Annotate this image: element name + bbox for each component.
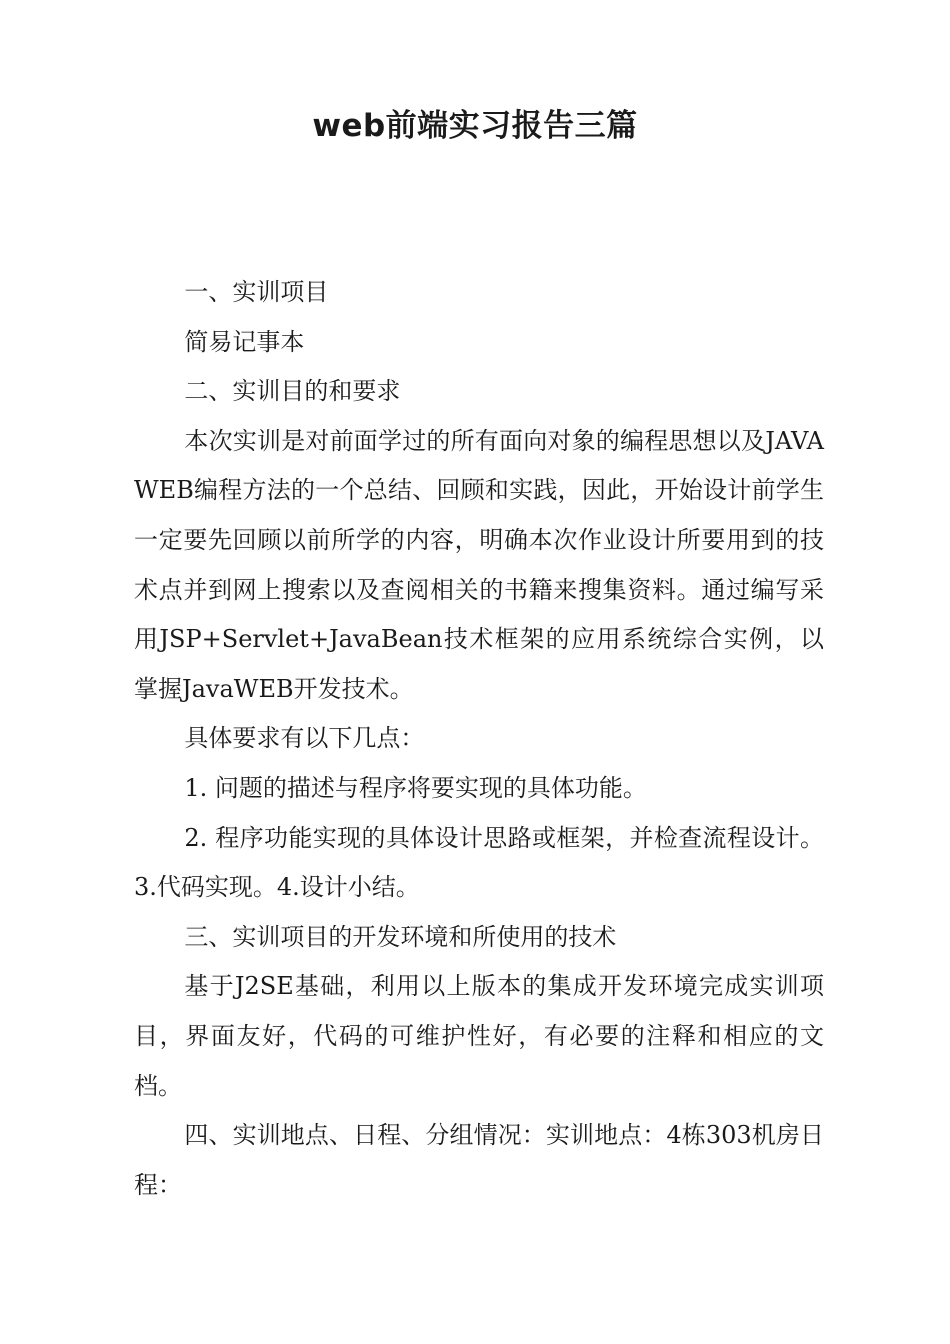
requirements-intro: 具体要求有以下几点： bbox=[184, 724, 425, 753]
document-body bbox=[134, 268, 824, 1210]
document-title: web前端实习报告三篇 bbox=[312, 108, 638, 144]
heading-purpose-requirements: 二、实训目的和要求 bbox=[184, 377, 401, 406]
requirement-item-2: 2. 程序功能实现的具体设计思路或框架，并检查流程设计。3.代码实现。4.设计小结。 bbox=[134, 823, 824, 902]
heading-environment-technology: 三、实训项目的开发环境和所使用的技术 bbox=[184, 922, 617, 951]
location-schedule-paragraph: 四、实训地点、日程、分组情况：实训地点：4栋303机房日程： bbox=[134, 1121, 824, 1199]
requirement-item-1: 1. 问题的描述与程序将要实现的具体功能。 bbox=[184, 773, 647, 802]
purpose-paragraph: 本次实训是对前面学过的所有面向对象的编程思想以及JAVAWEB编程方法的一个总结、回顾和实践，因此，开始设计前学生一定要先回顾以前所学的内容，明确本次作业设计所要用到的技术点并到网上搜索以及查阅相关的书籍来搜集资料。通过编写采用JSP+Servlet+JavaBean技术框架的应用系统综合实例，以掌握JavaWEB开发技术。 bbox=[134, 426, 824, 703]
project-name: 简易记事本 bbox=[184, 327, 305, 356]
environment-paragraph: 基于J2SE基础，利用以上版本的集成开发环境完成实训项目，界面友好，代码的可维护性好，有必要的注释和相应的文档。 bbox=[134, 972, 824, 1100]
heading-training-project: 一、实训项目 bbox=[184, 278, 329, 306]
